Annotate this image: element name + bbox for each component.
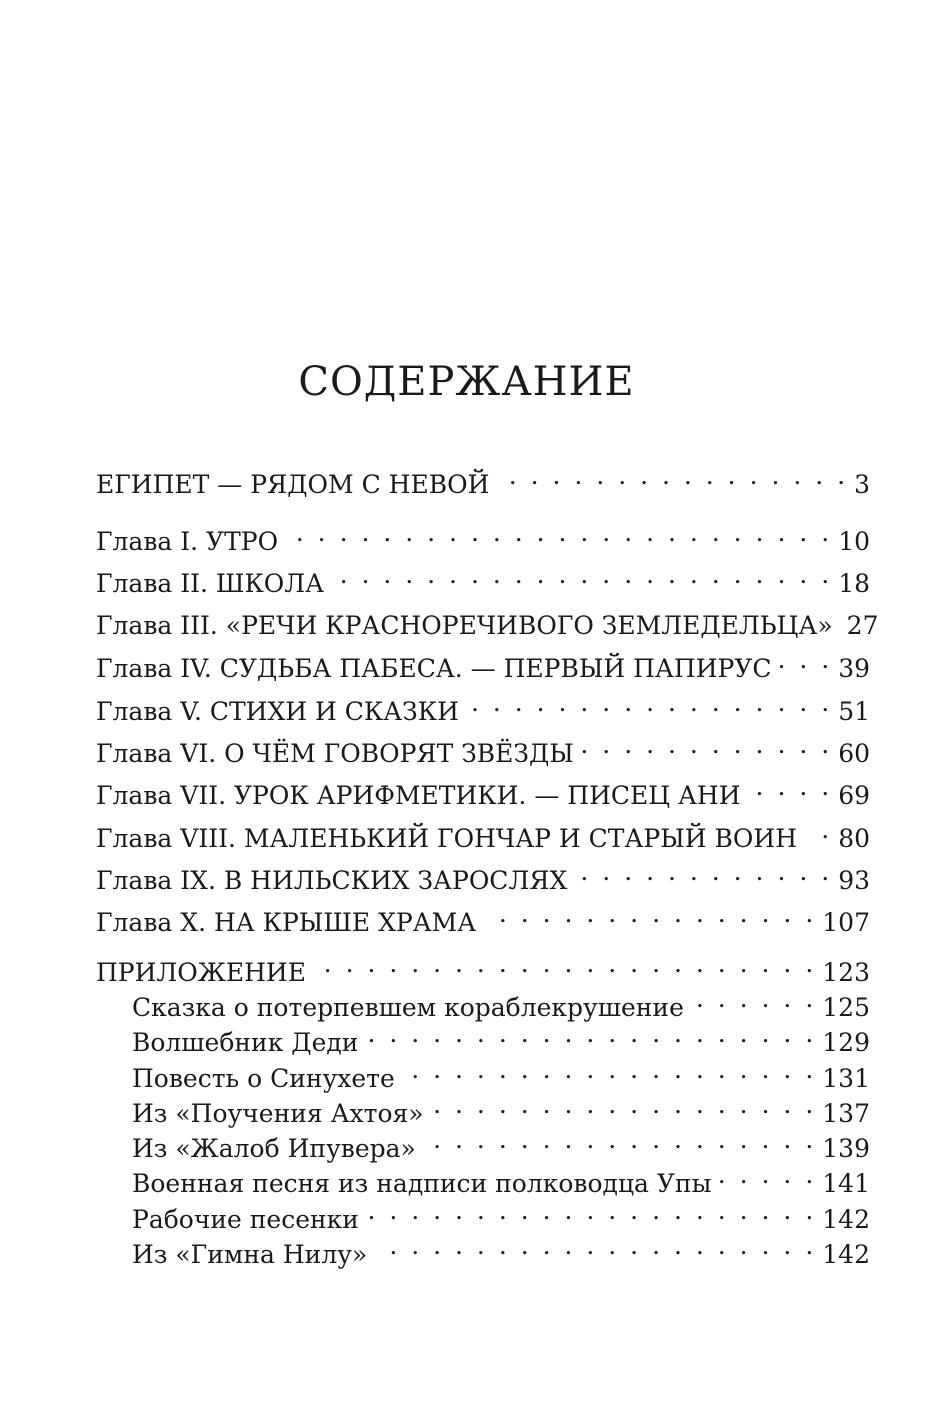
toc-entry-page: 69 (838, 781, 870, 810)
dot-leader (467, 686, 832, 720)
toc-entry-page: 27 (846, 611, 879, 640)
toc-entry-page: 3 (854, 470, 870, 499)
dot-leader (484, 897, 816, 931)
toc-entry-label: Глава IV. СУДЬБА ПАБЕСА. — ПЕРВЫЙ ПАПИРУС (96, 654, 772, 683)
dot-leader (314, 947, 816, 981)
dot-leader (805, 813, 832, 847)
toc-entry-label: Глава X. НА КРЫШЕ ХРАМА (96, 908, 477, 937)
toc-entry-label: Сказка о потерпевшем кораблекрушение (132, 993, 684, 1022)
toc-entry-chapter-9[interactable] (96, 855, 870, 898)
page-title: СОДЕРЖАНИЕ (298, 359, 635, 405)
toc-entry-label: Повесть о Синухете (132, 1064, 395, 1093)
dot-leader (424, 1123, 816, 1157)
dot-leader (692, 982, 816, 1016)
dot-leader (286, 516, 832, 550)
toc-entry-label: Военная песня из надписи полководца Упы (132, 1169, 712, 1198)
toc-entry-page: 39 (838, 654, 870, 683)
toc-entry-chapter-5[interactable] (96, 686, 870, 729)
toc-entry-label: Из «Гимна Нилу» (132, 1240, 368, 1269)
dot-leader (366, 1017, 816, 1051)
toc-entry-chapter-2[interactable] (96, 558, 870, 601)
toc-entry-page: 139 (822, 1134, 870, 1163)
toc-entry-page: 137 (822, 1099, 870, 1128)
dot-leader (432, 1088, 817, 1122)
toc-entry-label: Из «Поучения Ахтоя» (132, 1099, 424, 1128)
toc-entry-page: 142 (822, 1205, 870, 1234)
dot-leader (403, 1053, 816, 1087)
toc-entry-page: 80 (838, 824, 870, 853)
dot-leader (367, 1194, 816, 1228)
toc-entry-label: Глава III. «РЕЧИ КРАСНОРЕЧИВОГО ЗЕМЛЕДЕЛЬЦА» (96, 611, 833, 640)
toc-entry-page: 141 (822, 1169, 870, 1198)
toc-entry-page: 107 (822, 908, 870, 937)
toc-entry-label: Глава I. УТРО (96, 527, 279, 556)
dot-leader (575, 855, 832, 889)
toc-entry-label: Рабочие песенки (132, 1205, 359, 1234)
toc-entry-chapter-4[interactable] (96, 643, 870, 686)
toc-entry-chapter-8[interactable] (96, 813, 870, 856)
dot-leader (749, 770, 833, 804)
toc-entry-label: Глава V. СТИХИ И СКАЗКИ (96, 697, 459, 726)
toc-entry-intro[interactable] (96, 459, 870, 502)
toc-entry-page: 123 (822, 958, 870, 987)
toc-entry-chapter-10[interactable] (96, 897, 870, 940)
toc-entry-chapter-3[interactable] (96, 600, 879, 643)
toc-entry-page: 93 (838, 866, 870, 895)
toc-entry-page: 18 (838, 569, 870, 598)
toc-entry-label: Глава IX. В НИЛЬСКИХ ЗАРОСЛЯХ (96, 866, 568, 895)
dot-leader (497, 459, 848, 493)
toc-entry-label: ПРИЛОЖЕНИЕ (96, 958, 306, 987)
toc-entry-appendix-item-8[interactable] (132, 1229, 870, 1272)
toc-entry-label: Глава VIII. МАЛЕНЬКИЙ ГОНЧАР И СТАРЫЙ ВОИН (96, 824, 798, 853)
toc-entry-chapter-7[interactable] (96, 770, 870, 813)
toc-entry-page: 131 (822, 1064, 870, 1093)
toc-entry-label: Глава VII. УРОК АРИФМЕТИКИ. — ПИСЕЦ АНИ (96, 781, 741, 810)
dot-leader (720, 1158, 817, 1192)
toc-entry-label: Глава VI. О ЧЁМ ГОВОРЯТ ЗВЁЗДЫ (96, 739, 574, 768)
toc-entry-page: 10 (838, 527, 870, 556)
toc-entry-label: Из «Жалоб Ипувера» (132, 1134, 416, 1163)
toc-entry-label: ЕГИПЕТ — РЯДОМ С НЕВОЙ (96, 470, 490, 499)
dot-leader (582, 728, 832, 762)
toc-entry-page: 60 (838, 739, 870, 768)
toc-entry-page: 142 (822, 1240, 870, 1269)
toc-entry-chapter-1[interactable] (96, 516, 870, 559)
toc-entry-chapter-6[interactable] (96, 728, 870, 771)
toc-entry-page: 51 (838, 697, 870, 726)
dot-leader (780, 643, 833, 677)
toc-entry-page: 129 (822, 1028, 870, 1057)
toc-entry-label: Глава II. ШКОЛА (96, 569, 325, 598)
toc-entry-page: 125 (822, 993, 870, 1022)
dot-leader (375, 1229, 816, 1263)
dot-leader (332, 558, 832, 592)
toc-entry-label: Волшебник Деди (132, 1028, 359, 1057)
